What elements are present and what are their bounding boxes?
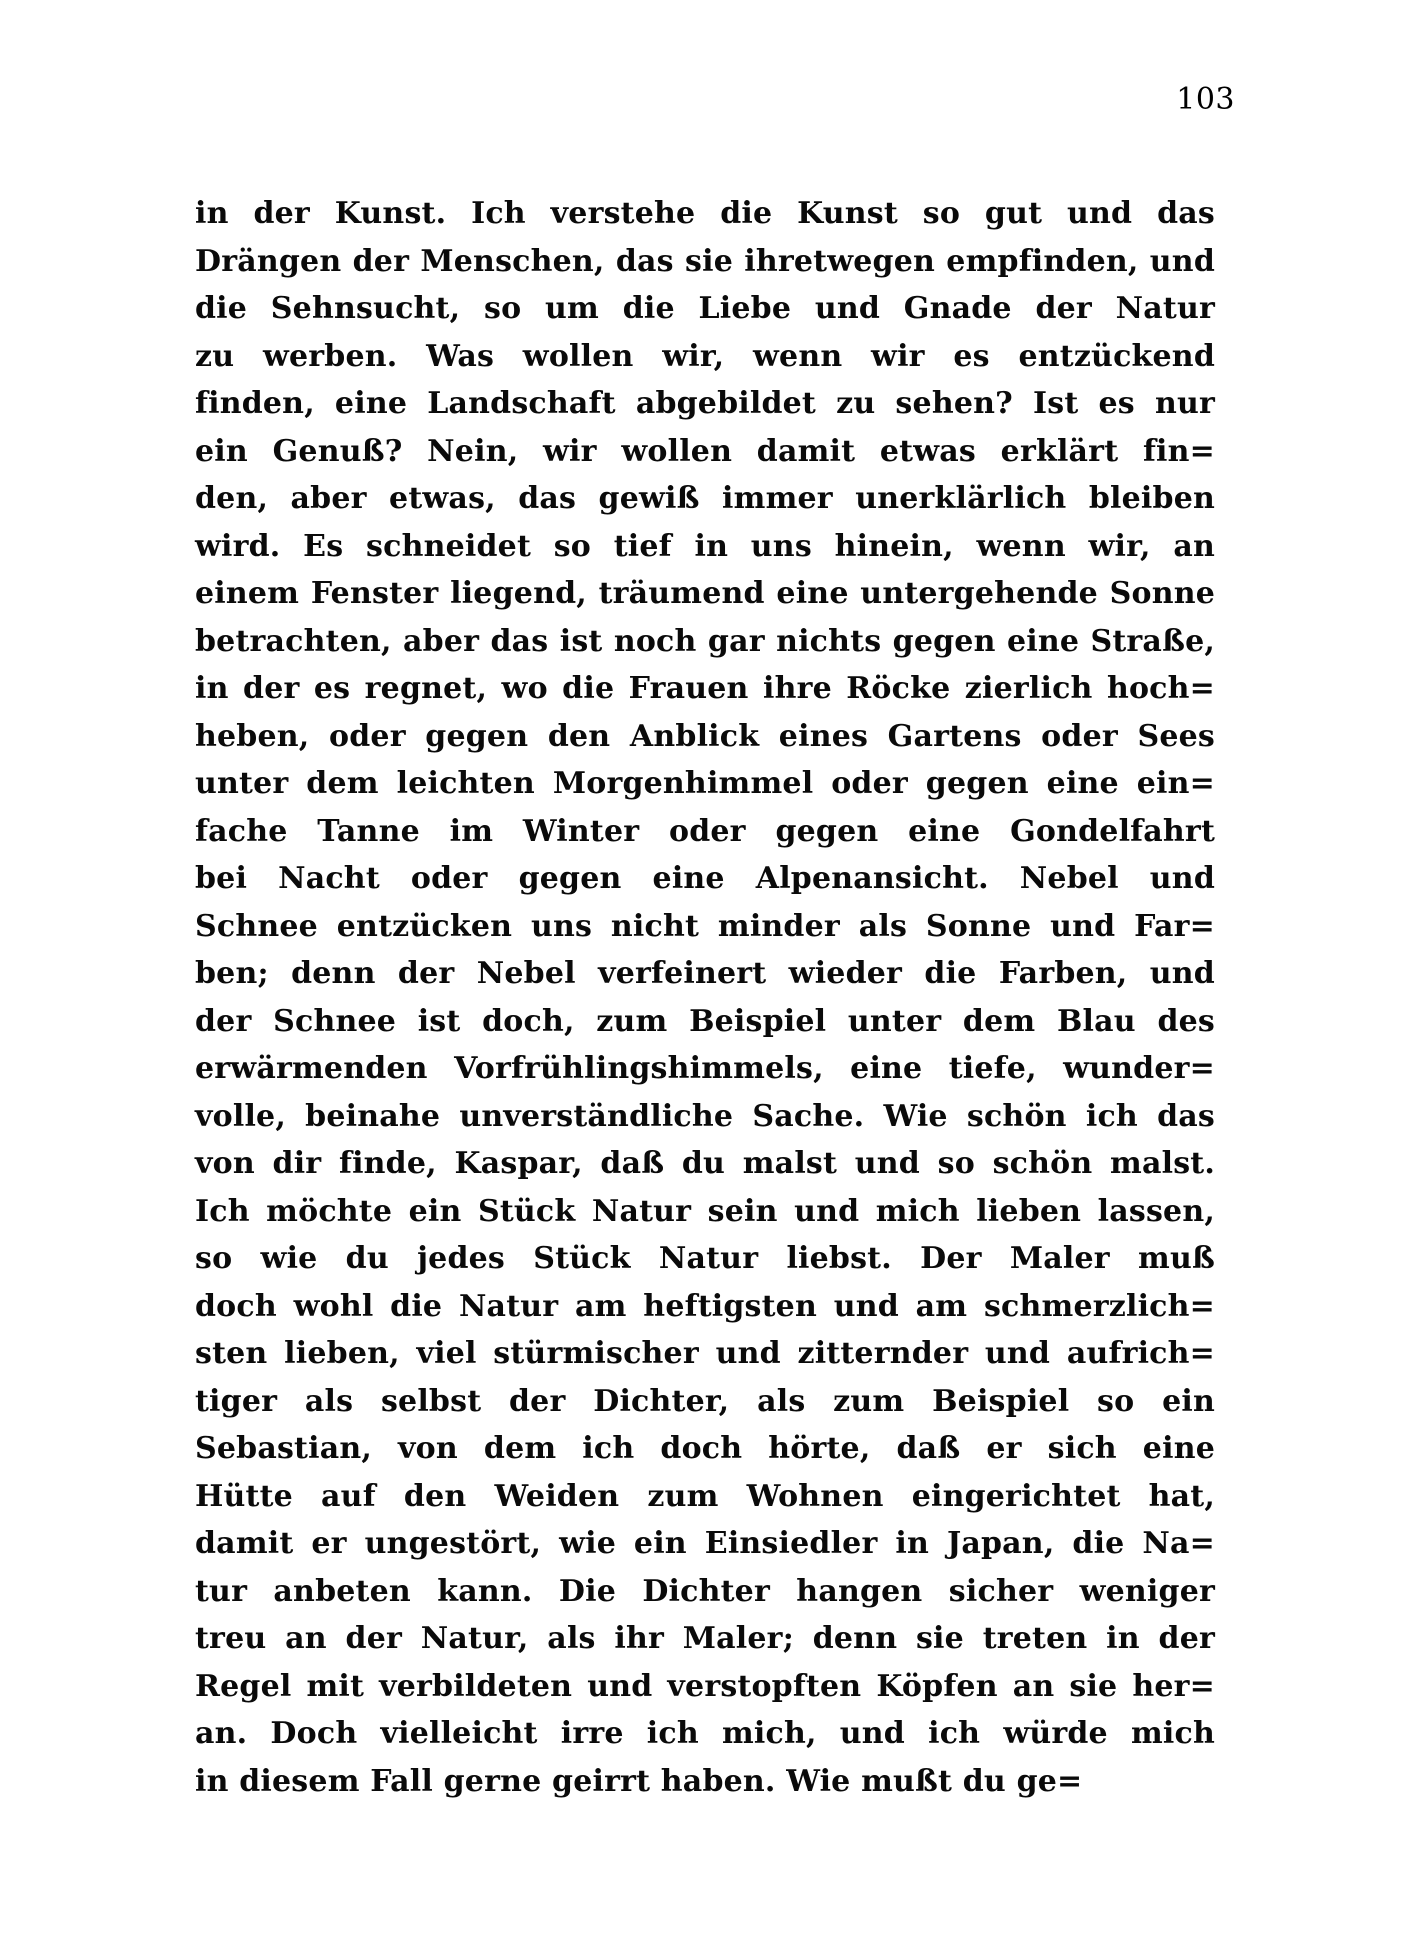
text-line: Hütte auf den Weiden zum Wohnen eingerichtet hat, bbox=[195, 1478, 1215, 1514]
text-line: damit er ungestört, wie ein Einsiedler in Japan, die Na= bbox=[195, 1526, 1215, 1561]
text-line: tiger als selbst der Dichter, als zum Beispiel so ein bbox=[195, 1383, 1215, 1419]
text-line: in der es regnet, wo die Frauen ihre Röcke zierlich hoch= bbox=[195, 671, 1215, 706]
body-text bbox=[195, 190, 1215, 1805]
text-line: Regel mit verbildeten und verstopften Köpfen an sie her= bbox=[195, 1668, 1215, 1704]
text-line: sten lieben, viel stürmischer und zitternder und aufrich= bbox=[195, 1336, 1215, 1371]
text-line: heben, oder gegen den Anblick eines Gartens oder Sees bbox=[195, 718, 1215, 754]
text-line: zu werben. Was wollen wir, wenn wir es entzückend bbox=[195, 338, 1215, 374]
text-line: finden, eine Landschaft abgebildet zu sehen? Ist es nur bbox=[195, 386, 1215, 421]
text-line: der Schnee ist doch, zum Beispiel unter dem Blau des bbox=[195, 1003, 1215, 1039]
text-line: unter dem leichten Morgenhimmel oder gegen eine ein= bbox=[195, 766, 1215, 801]
text-line: wird. Es schneidet so tief in uns hinein, wenn wir, an bbox=[195, 528, 1215, 564]
text-line: tur anbeten kann. Die Dichter hangen sicher weniger bbox=[195, 1573, 1215, 1609]
text-line: von dir finde, Kaspar, daß du malst und so schön malst. bbox=[195, 1146, 1215, 1181]
text-line: so wie du jedes Stück Natur liebst. Der Maler muß bbox=[195, 1241, 1215, 1276]
text-line: treu an der Natur, als ihr Maler; denn sie treten in der bbox=[195, 1621, 1215, 1656]
text-line: Schnee entzücken uns nicht minder als Sonne und Far= bbox=[195, 908, 1215, 944]
text-line: erwärmenden Vorfrühlingshimmels, eine tiefe, wunder= bbox=[195, 1051, 1215, 1086]
text-line: fache Tanne im Winter oder gegen eine Gondelfahrt bbox=[195, 813, 1215, 849]
text-line: Ich möchte ein Stück Natur sein und mich lieben lassen, bbox=[195, 1193, 1215, 1229]
text-line: die Sehnsucht, so um die Liebe und Gnade der Natur bbox=[195, 291, 1215, 326]
page-number: 103 bbox=[1176, 82, 1235, 117]
text-line: ben; denn der Nebel verfeinert wieder die Farben, und bbox=[195, 956, 1215, 991]
text-line: doch wohl die Natur am heftigsten und am schmerzlich= bbox=[195, 1288, 1215, 1324]
text-line: Drängen der Menschen, das sie ihretwegen empfinden, und bbox=[195, 243, 1215, 279]
text-line: in der Kunst. Ich verstehe die Kunst so gut und das bbox=[195, 196, 1215, 231]
text-line: Sebastian, von dem ich doch hörte, daß er sich eine bbox=[195, 1431, 1215, 1466]
text-line: an. Doch vielleicht irre ich mich, und ich würde mich bbox=[195, 1716, 1215, 1751]
text-line: einem Fenster liegend, träumend eine untergehende Sonne bbox=[195, 576, 1215, 611]
text-line: den, aber etwas, das gewiß immer unerklärlich bleiben bbox=[195, 481, 1215, 516]
text-line: bei Nacht oder gegen eine Alpenansicht. Nebel und bbox=[195, 861, 1215, 896]
text-line: in diesem Fall gerne geirrt haben. Wie mußt du ge= bbox=[195, 1763, 1083, 1799]
text-line: ein Genuß? Nein, wir wollen damit etwas erklärt fin= bbox=[195, 433, 1215, 469]
text-line: volle, beinahe unverständliche Sache. Wie schön ich das bbox=[195, 1098, 1215, 1134]
text-line: betrachten, aber das ist noch gar nichts gegen eine Straße, bbox=[195, 623, 1215, 659]
